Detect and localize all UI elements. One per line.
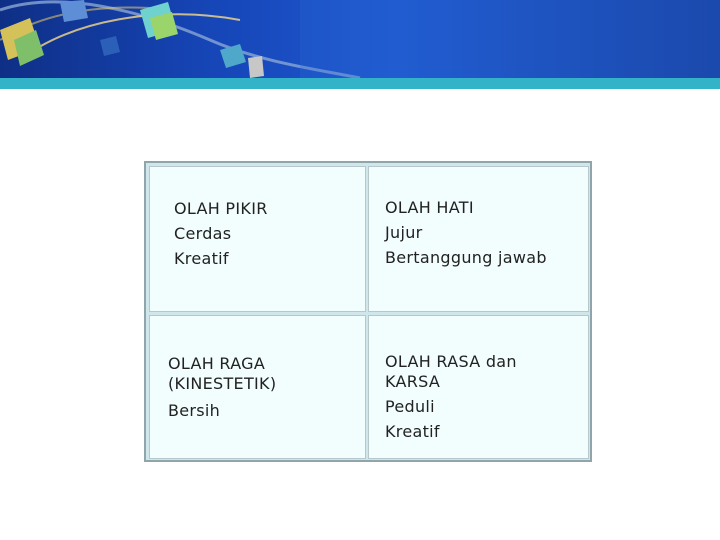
cell-olah-raga xyxy=(149,315,366,459)
cell-heading-line2: KARSA xyxy=(385,372,441,391)
cell-olah-rasa xyxy=(368,315,589,459)
cell-olah-hati xyxy=(368,166,589,312)
cell-item: Peduli xyxy=(385,397,435,416)
banner-decoration xyxy=(0,0,720,78)
cell-item: Bertanggung jawab xyxy=(385,248,547,267)
cell-olah-pikir xyxy=(149,166,366,312)
cell-item: Kreatif xyxy=(385,422,440,441)
header-banner xyxy=(0,0,720,78)
cell-heading-line1: OLAH RAGA xyxy=(168,354,266,373)
cell-heading-line2: (KINESTETIK) xyxy=(168,374,277,393)
values-grid xyxy=(144,161,592,462)
cell-heading: OLAH PIKIR xyxy=(174,199,268,218)
cell-heading: OLAH HATI xyxy=(385,198,474,217)
cell-item: Cerdas xyxy=(174,224,232,243)
cell-item: Kreatif xyxy=(174,249,229,268)
cell-item: Jujur xyxy=(385,223,423,242)
cell-item: Bersih xyxy=(168,401,221,420)
cell-heading-line1: OLAH RASA dan xyxy=(385,352,517,371)
header-stripe xyxy=(0,78,720,89)
